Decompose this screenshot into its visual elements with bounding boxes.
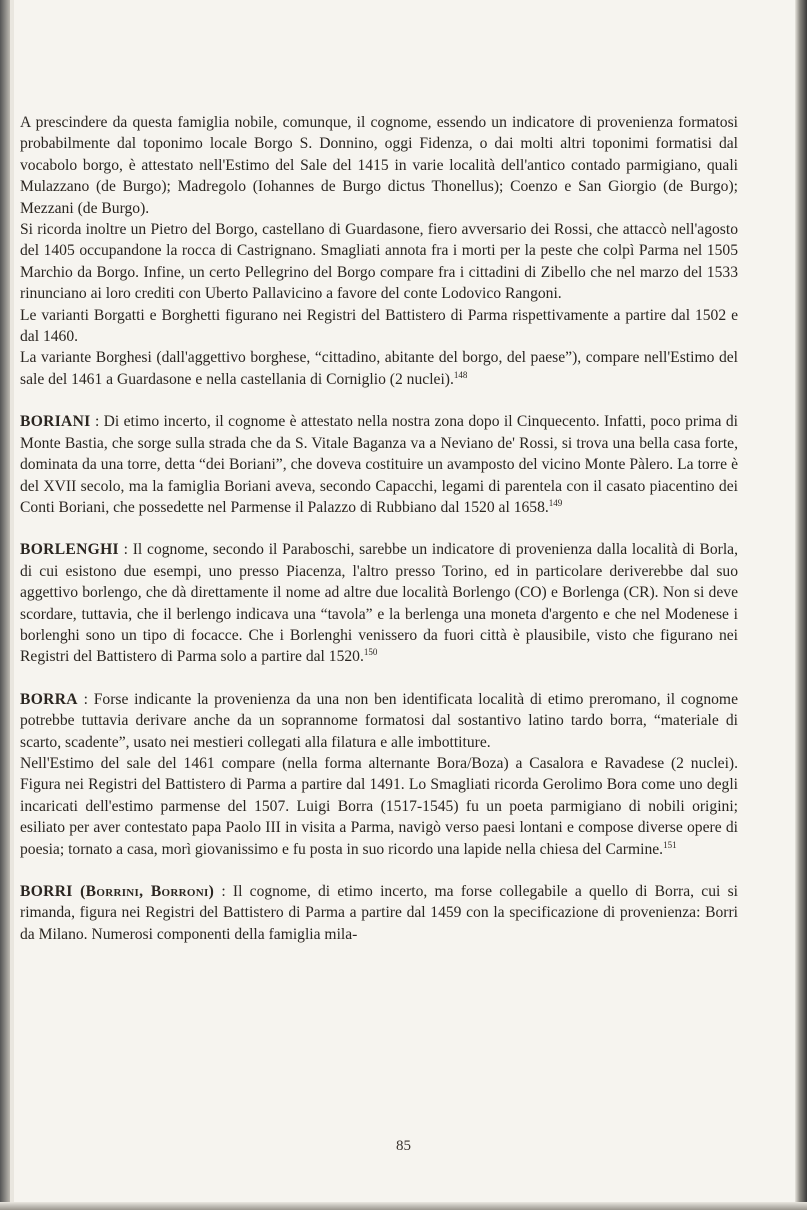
entry-borra <box>20 689 738 860</box>
footnote-ref: 151 <box>663 839 677 850</box>
entry-heading: BORLENGHI <box>20 541 119 559</box>
entry-borlenghi <box>20 539 738 667</box>
entry-borra-paragraph-2 <box>20 753 738 860</box>
entry-boriani <box>20 411 738 518</box>
intro-paragraph-4-text: La variante Borghesi (dall'aggettivo borghese, “cittadino, abitante del borgo, del paese”), compare nell'Estimo del sale del 1461 a Guardasone e nella castellania di Corniglio (2 nuclei). <box>20 349 738 388</box>
entry-text-continued: Nell'Estimo del sale del 1461 compare (nella forma alternante Bora/Boza) a Casalora e Ravadese (2 nuclei). Figura nei Registri del Battistero di Parma a partire dal 1491. Lo Smagliati ricorda Gerolimo Bora come uno degli incaricati dell'estimo parmense del 1507. Luigi Borra (1517-1545) fu un poeta parmigiano di nobili origini; esiliato per aver contestato papa Paolo III in visita a Parma, navigò verso paesi lontani e compose diverse opere di poesia; tornato a casa, morì giovanissimo e fu posta in suo ricordo una lapide nella chiesa del Carmine. <box>20 754 738 858</box>
page-number: 85 <box>396 1138 411 1154</box>
footnote-ref: 150 <box>363 647 378 658</box>
book-page <box>14 0 795 1202</box>
intro-paragraph-4 <box>20 347 738 390</box>
intro-paragraph-2: Si ricorda inoltre un Pietro del Borgo, castellano di Guardasone, fiero avversario dei Rossi, che attaccò nell'agosto del 1405 occupandone la rocca di Castrignano. Smagliati annota fra i morti per la peste che colpì Parma nel 1505 Marchio da Borgo. Infine, un certo Pellegrino del Borgo compare fra i cittadini di Zibello che nel marzo del 1533 rinunciano ai loro crediti con Uberto Pallavicino a favore del conte Lodovico Rangoni. <box>20 221 738 303</box>
entry-text: : Di etimo incerto, il cognome è attestato nella nostra zona dopo il Cinquecento. Infatti, poco prima di Monte Bastia, che sorge sulla strada che da S. Vitale Baganza va a Neviano de' Rossi, si trova una bella casa forte, dominata da una torre, detta “dei Boriani”, che doveva costituire un avamposto del vicino Monte Pàlero. La torre è del XVII secolo, ma la famiglia Boriani aveva, secondo Capacchi, legami di parentela con il casato piacentino dei Conti Boriani, che possedette nel Parmense il Palazzo di Rubbiano dal 1520 al 1658. <box>20 413 738 516</box>
page-body <box>20 112 738 945</box>
entry-heading: BORIANI <box>20 413 91 431</box>
scan-bottom-edge <box>0 1202 807 1210</box>
intro-paragraph-3: Le varianti Borgatti e Borghetti figurano nei Registri del Battistero di Parma rispettivamente a partire dal 1502 e dal 1460. <box>20 306 738 346</box>
entry-heading: BORRI (Borrini, Borroni) <box>20 883 215 900</box>
scan-right-edge <box>795 0 807 1210</box>
footnote-ref: 149 <box>548 497 563 508</box>
entry-borra-paragraph-1 <box>20 689 738 753</box>
scan-left-edge <box>0 0 10 1210</box>
entry-text: : Forse indicante la provenienza da una non ben identificata località di etimo preromano, il cognome potrebbe tuttavia derivare anche da un soprannome formatosi dal sostantivo latino tardo borra, “materiale di scarto, scadente”, usato nei mestieri collegati alla filatura e alle imbottiture. <box>20 690 738 751</box>
entry-borri <box>20 881 738 945</box>
footnote-ref: 148 <box>453 369 468 380</box>
entry-text: : Il cognome, di etimo incerto, ma forse collegabile a quello di Borra, cui si rimanda, figura nei Registri del Battistero di Parma a partire dal 1459 con la specificazione di provenienza: Borri da Milano. Numerosi componenti della famiglia mila- <box>20 883 738 943</box>
intro-paragraph-1: A prescindere da questa famiglia nobile, comunque, il cognome, essendo un indicatore di provenienza formatosi probabilmente dal toponimo locale Borgo S. Donnino, oggi Fidenza, o dai molti altri toponimi formatisi dal vocabolo borgo, è attestato nell'Estimo del Sale del 1415 in varie località dell'antico contado parmigiano, quali Mulazzano (de Burgo); Madregolo (Iohannes de Burgo dictus Thonellus); Coenzo e San Giorgio (de Burgo); Mezzani (de Burgo). <box>20 114 738 217</box>
entry-text: : Il cognome, secondo il Paraboschi, sarebbe un indicatore di provenienza dalla località di Borla, di cui esistono due esempi, uno presso Piacenza, l'altro presso Torino, ed in particolare deriverebbe dal suo aggettivo borlengo, che dà direttamente il nome ad altre due località Borlengo (CO) e Borlenga (CR). Non si deve scordare, tuttavia, che il berlengo indicava una “tavola” e la berlenga una moneta d'argento e che nel Modenese i borlenghi sono un tipo di focacce. Che i Borlenghi venissero da fuori città è plausibile, visto che figurano nei Registri del Battistero di Parma solo a partire dal 1520. <box>20 541 738 666</box>
entry-heading: BORRA <box>20 690 78 708</box>
